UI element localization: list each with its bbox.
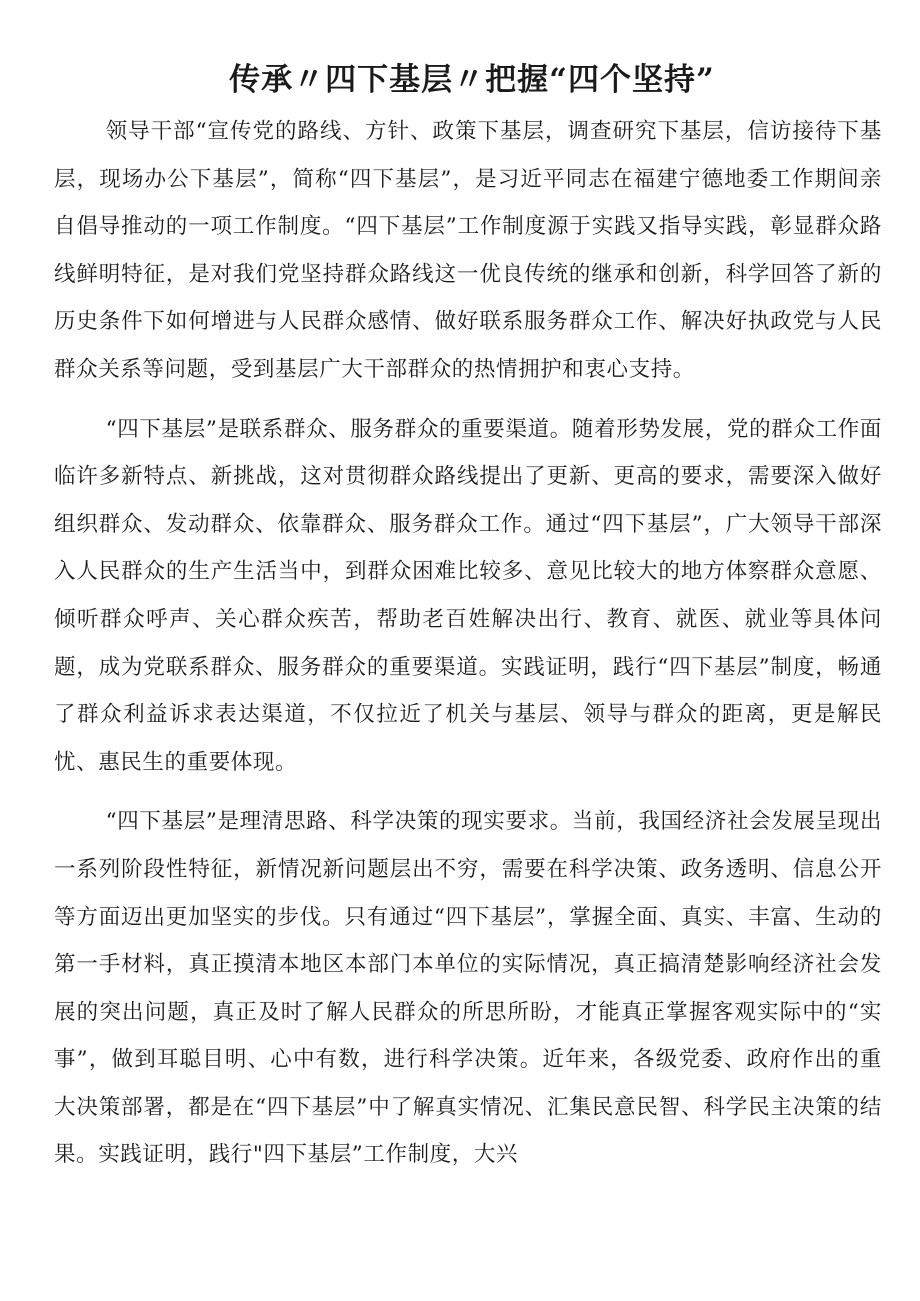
paragraph-contact-masses: “四下基层”是联系群众、服务群众的重要渠道。随着形势发展，党的群众工作面临许多新特点、新挑战，这对贯彻群众路线提出了更新、更高的要求，需要深入做好组织群众、发动群众、依靠群众、服务群众工作。通过“四下基层”，广大领导干部深入人民群众的生产生活当中，到群众困难比较多、意见比较大的地方体察群众意愿、倾听群众呼声、关心群众疾苦，帮助老百姓解决出行、教育、就医、就业等具体问题，成为党联系群众、服务群众的重要渠道。实践证明，践行“四下基层”制度，畅通了群众利益诉求表达渠道，不仅拉近了机关与基层、领导与群众的距离，更是解民忧、惠民生的重要体现。 (54, 416, 882, 775)
paragraph-intro: 领导干部“宣传党的路线、方针、政策下基层，调查研究下基层，信访接待下基层，现场办公下基层”，简称“四下基层”，是习近平同志在福建宁德地委工作期间亲自倡导推动的一项工作制度。“四下基层”工作制度源于实践又指导实践，彰显群众路线鲜明特征，是对我们党坚持群众路线这一优良传统的继承和创新，科学回答了新的历史条件下如何增进与人民群众感情、做好联系服务群众工作、解决好执政党与人民群众关系等问题，受到基层广大干部群众的热情拥护和衷心支持。 (54, 119, 882, 382)
document-title: 传承〃四下基层〃把握“四个坚持” (229, 62, 715, 98)
paragraph-scientific-decision: “四下基层”是理清思路、科学决策的现实要求。当前，我国经济社会发展呈现出一系列阶段性特征，新情况新问题层出不穷，需要在科学决策、政务透明、信息公开等方面迈出更加坚实的步伐。只有通过“四下基层”，掌握全面、真实、丰富、生动的第一手材料，真正摸清本地区本部门本单位的实际情况，真正搞清楚影响经济社会发展的突出问题，真正及时了解人民群众的所思所盼，才能真正掌握客观实际中的“实事”，做到耳聪目明、心中有数，进行科学决策。近年来，各级党委、政府作出的重大决策部署，都是在“四下基层”中了解真实情况、汇集民意民智、科学民主决策的结果。实践证明，践行"四下基层”工作制度，大兴 (54, 809, 882, 1168)
